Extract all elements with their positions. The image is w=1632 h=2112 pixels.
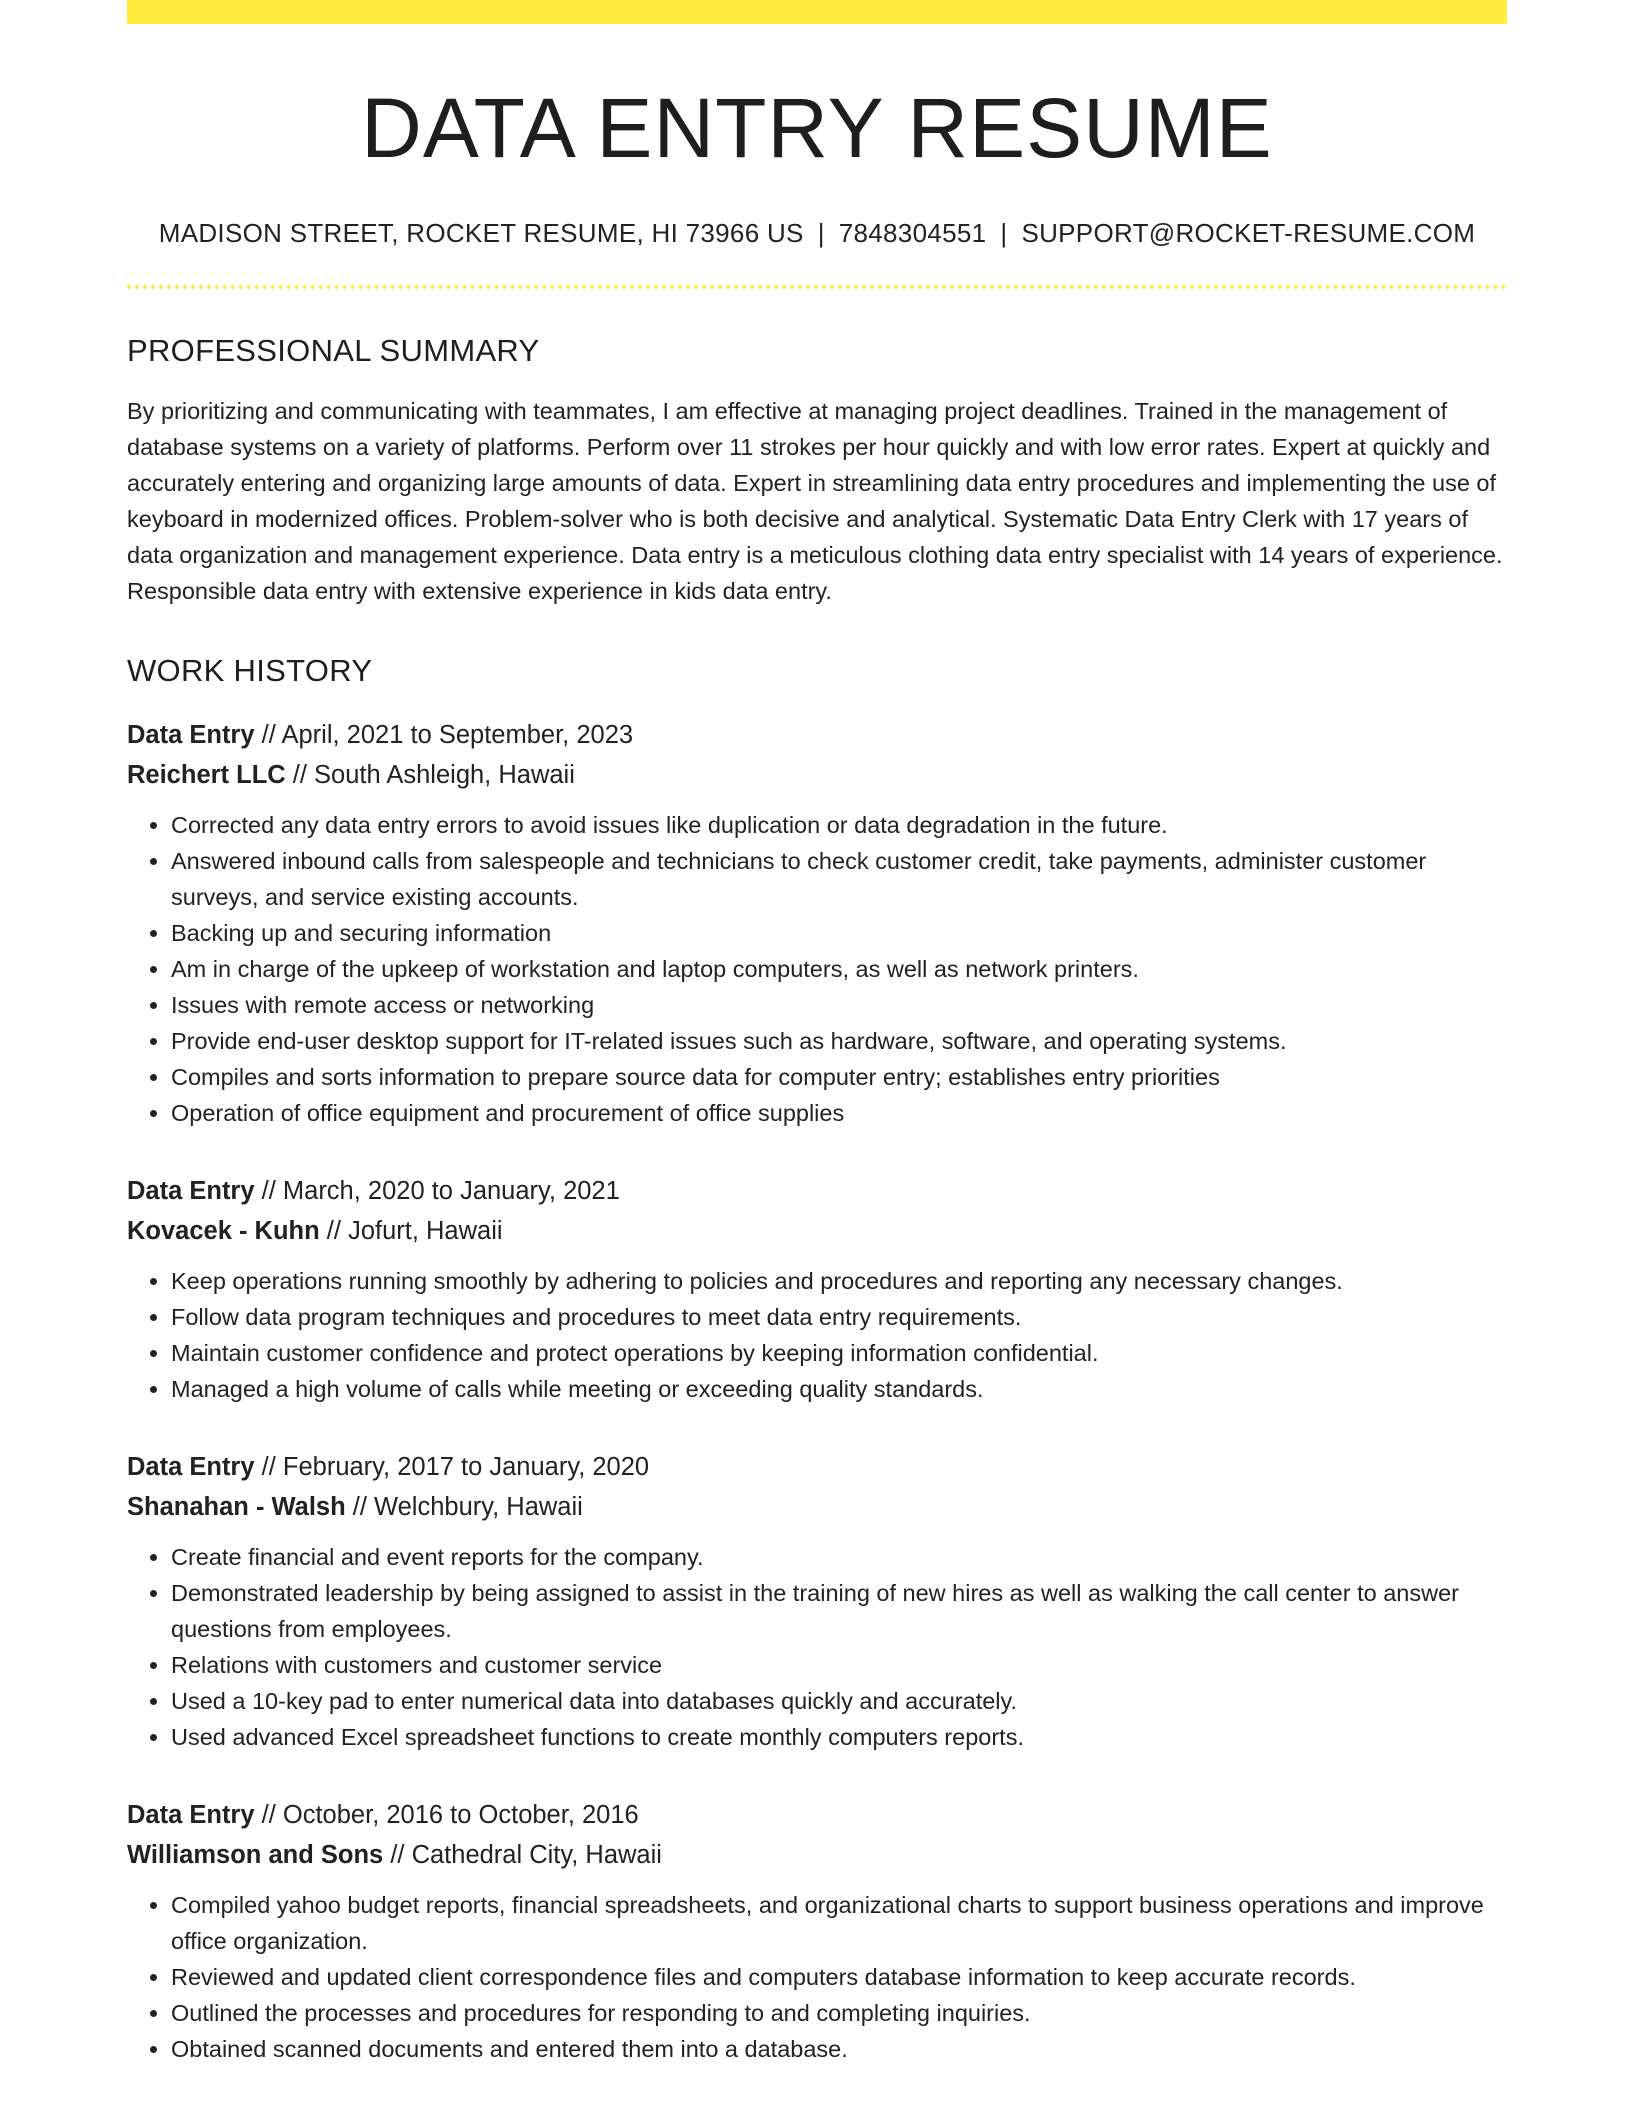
job-entry bbox=[127, 1171, 1507, 1407]
job-role-line bbox=[127, 715, 1507, 755]
job-dates: April, 2021 to September, 2023 bbox=[281, 721, 634, 750]
job-bullet: • Corrected any data entry errors to avoid issues like duplication or data degradation in the future. bbox=[171, 807, 1507, 843]
job-role: Data Entry bbox=[127, 721, 255, 750]
job-role-line bbox=[127, 1171, 1507, 1211]
contact-address: MADISON STREET, ROCKET RESUME, HI 73966 US bbox=[158, 218, 804, 249]
job-role: Data Entry bbox=[127, 1177, 255, 1206]
job-bullet: • Obtained scanned documents and entered them into a database. bbox=[171, 2031, 1507, 2067]
dotted-divider bbox=[127, 285, 1507, 289]
work-history-list bbox=[127, 715, 1507, 2067]
top-accent-bar bbox=[127, 0, 1507, 24]
job-delimiter: // bbox=[254, 1801, 283, 1830]
job-bullet: • Backing up and securing information bbox=[171, 915, 1507, 951]
contact-line bbox=[127, 218, 1507, 249]
job-company-line bbox=[127, 1211, 1507, 1251]
job-bullet: • Operation of office equipment and procurement of office supplies bbox=[171, 1095, 1507, 1131]
job-bullet: • Managed a high volume of calls while meeting or exceeding quality standards. bbox=[171, 1371, 1507, 1407]
job-bullets bbox=[127, 807, 1507, 1131]
work-history-heading: WORK HISTORY bbox=[127, 653, 373, 689]
job-role-line bbox=[127, 1447, 1507, 1487]
job-company-line bbox=[127, 1835, 1507, 1875]
job-role: Data Entry bbox=[127, 1453, 255, 1482]
job-location: Welchbury, Hawaii bbox=[374, 1493, 583, 1522]
contact-separator: | bbox=[817, 218, 825, 249]
job-delimiter: // bbox=[319, 1217, 349, 1246]
job-location: Cathedral City, Hawaii bbox=[411, 1841, 662, 1870]
job-bullet: • Follow data program techniques and procedures to meet data entry requirements. bbox=[171, 1299, 1507, 1335]
job-company: Kovacek - Kuhn bbox=[127, 1217, 320, 1246]
job-bullet: • Used advanced Excel spreadsheet functions to create monthly computers reports. bbox=[171, 1719, 1507, 1755]
job-location: South Ashleigh, Hawaii bbox=[314, 761, 575, 790]
job-company: Reichert LLC bbox=[127, 761, 286, 790]
job-delimiter: // bbox=[254, 1453, 283, 1482]
job-location: Jofurt, Hawaii bbox=[348, 1217, 503, 1246]
resume-title: DATA ENTRY RESUME bbox=[361, 81, 1273, 175]
job-bullet: • Reviewed and updated client correspondence files and computers database information to keep accurate records. bbox=[171, 1959, 1507, 1995]
job-bullets bbox=[127, 1263, 1507, 1407]
job-bullet: • Used a 10-key pad to enter numerical data into databases quickly and accurately. bbox=[171, 1683, 1507, 1719]
job-role: Data Entry bbox=[127, 1801, 255, 1830]
job-role-line bbox=[127, 1795, 1507, 1835]
job-delimiter: // bbox=[254, 1177, 283, 1206]
contact-separator: | bbox=[1000, 218, 1008, 249]
job-delimiter: // bbox=[345, 1493, 375, 1522]
summary-heading: PROFESSIONAL SUMMARY bbox=[127, 333, 540, 369]
job-bullet: • Relations with customers and customer service bbox=[171, 1647, 1507, 1683]
job-bullet: • Issues with remote access or networking bbox=[171, 987, 1507, 1023]
job-delimiter: // bbox=[285, 761, 315, 790]
job-bullet: • Compiled yahoo budget reports, financial spreadsheets, and organizational charts to support business operations and improve office organization. bbox=[171, 1887, 1507, 1959]
job-bullet: • Provide end-user desktop support for IT-related issues such as hardware, software, and operating systems. bbox=[171, 1023, 1507, 1059]
resume-page bbox=[127, 0, 1507, 2067]
job-delimiter: // bbox=[254, 721, 282, 750]
job-bullet: • Keep operations running smoothly by adhering to policies and procedures and reporting any necessary changes. bbox=[171, 1263, 1507, 1299]
job-entry bbox=[127, 1447, 1507, 1755]
job-bullet: • Answered inbound calls from salespeople and technicians to check customer credit, take payments, administer customer surveys, and service existing accounts. bbox=[171, 843, 1507, 915]
job-dates: February, 2017 to January, 2020 bbox=[282, 1453, 650, 1482]
job-entry bbox=[127, 715, 1507, 1131]
job-bullet: • Am in charge of the upkeep of workstation and laptop computers, as well as network printers. bbox=[171, 951, 1507, 987]
job-bullets bbox=[127, 1539, 1507, 1755]
job-bullets bbox=[127, 1887, 1507, 2067]
contact-email: SUPPORT@ROCKET-RESUME.COM bbox=[1021, 218, 1476, 249]
job-company-line bbox=[127, 1487, 1507, 1527]
job-company: Shanahan - Walsh bbox=[127, 1493, 346, 1522]
job-company: Williamson and Sons bbox=[127, 1841, 384, 1870]
job-bullet: • Maintain customer confidence and protect operations by keeping information confidential. bbox=[171, 1335, 1507, 1371]
summary-text: By prioritizing and communicating with teammates, I am effective at managing project deadlines. Trained in the management of database systems on a variety of platforms. Perform over 11 strokes per hour quickly and with low error rates. Expert at quickly and accurately entering and organizing large amounts of data. Expert in streamlining data entry procedures and implementing the use of keyboard in modernized offices. Problem-solver who is both decisive and analytical. Systematic Data Entry Clerk with 17 years of data organization and management experience. Data entry is a meticulous clothing data entry specialist with 14 years of experience. Responsible data entry with extensive experience in kids data entry. bbox=[127, 398, 1503, 605]
job-dates: March, 2020 to January, 2021 bbox=[282, 1177, 620, 1206]
job-delimiter: // bbox=[383, 1841, 412, 1870]
job-bullet: • Compiles and sorts information to prepare source data for computer entry; establishes entry priorities bbox=[171, 1059, 1507, 1095]
job-bullet: • Outlined the processes and procedures for responding to and completing inquiries. bbox=[171, 1995, 1507, 2031]
job-dates: October, 2016 to October, 2016 bbox=[282, 1801, 639, 1830]
contact-phone: 7848304551 bbox=[838, 218, 987, 249]
job-bullet: • Demonstrated leadership by being assigned to assist in the training of new hires as well as walking the call center to answer questions from employees. bbox=[171, 1575, 1507, 1647]
job-bullet: • Create financial and event reports for the company. bbox=[171, 1539, 1507, 1575]
job-entry bbox=[127, 1795, 1507, 2067]
job-company-line bbox=[127, 755, 1507, 795]
